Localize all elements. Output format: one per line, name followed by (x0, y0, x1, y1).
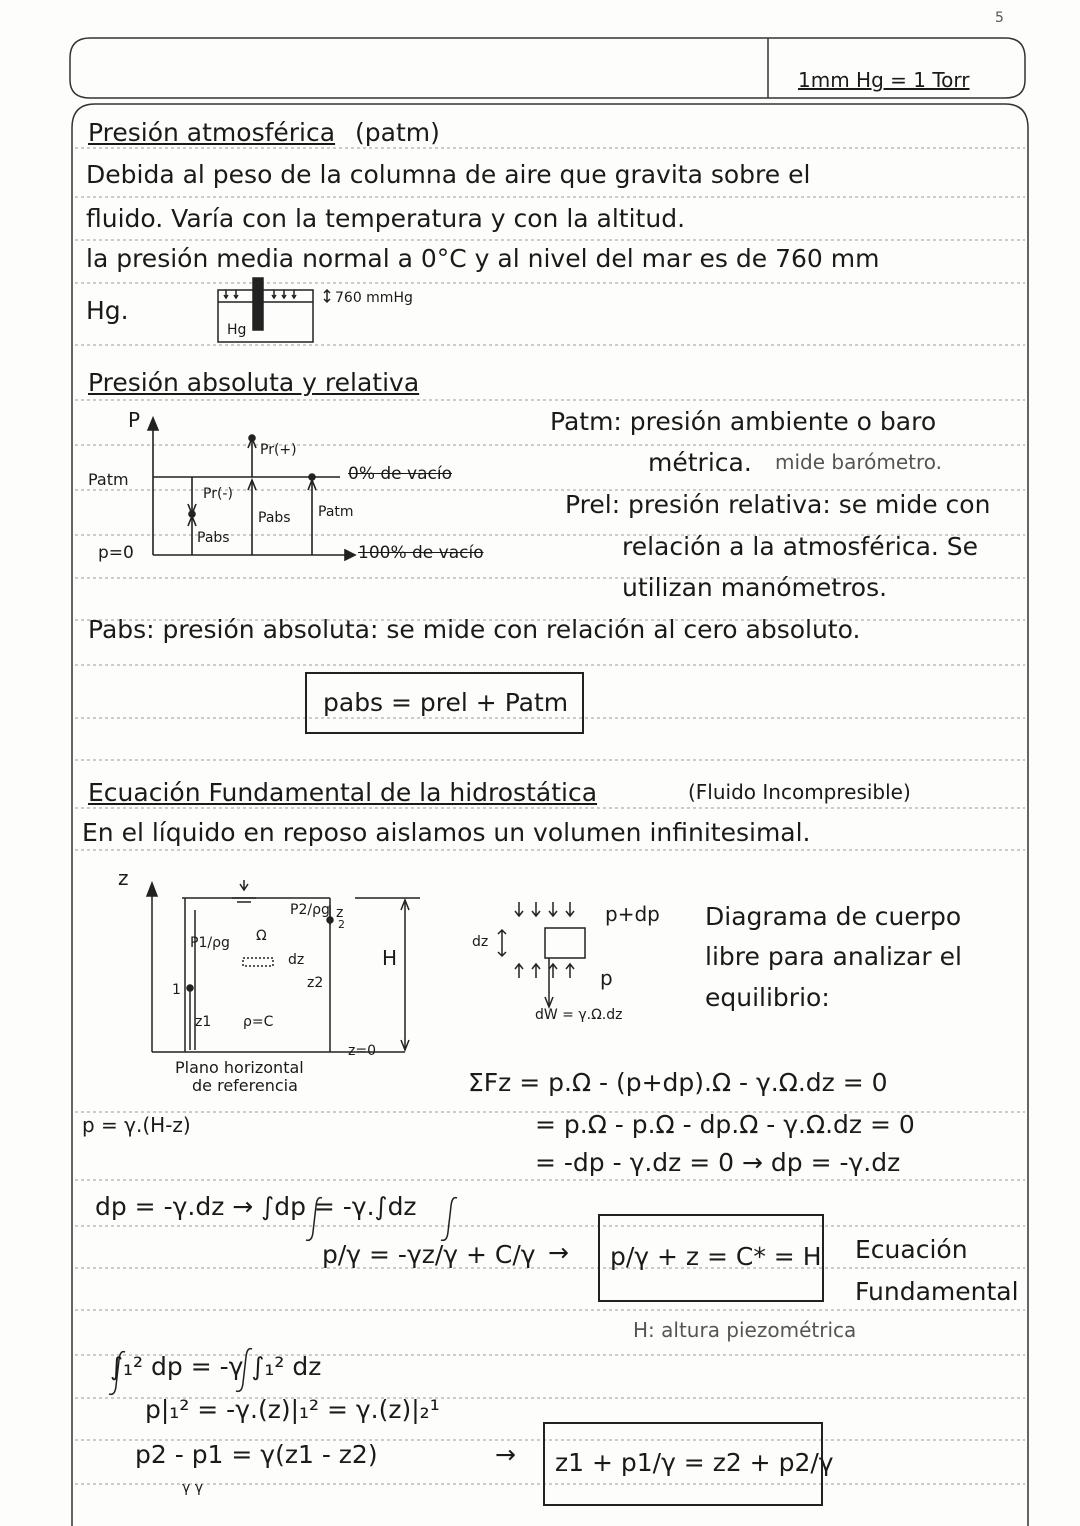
int-defined: ∫₁² dp = -γ ∫₁² dz (110, 1352, 322, 1381)
pabs-left-label: Pabs (197, 530, 230, 546)
final-eq: z1 + p1/γ = z2 + p2/γ (555, 1448, 834, 1477)
def-pabs: Pabs: presión absoluta: se mide con relación al cero absoluto. (88, 615, 861, 644)
hg-fluid-label: Hg (227, 322, 247, 338)
point-1-label: 1 (172, 982, 181, 998)
z1-label: z1 (195, 1014, 212, 1030)
atm-line-2: fluido. Varía con la temperatura y con la altitud. (86, 204, 686, 233)
dcl-line-2: libre para analizar el (705, 942, 962, 971)
hg-height-label: 760 mmHg (335, 290, 413, 306)
hydro-intro: En el líquido en reposo aislamos un volumen infinitesimal. (82, 818, 811, 847)
def-patm-2b: mide barómetro. (775, 450, 943, 474)
vacio-0-label: 0% de vacío (348, 464, 452, 484)
pr-minus-label: Pr(-) (203, 486, 233, 502)
p1-rho-g-label: P1/ρg (190, 935, 230, 951)
z-right-label: z (336, 905, 344, 921)
element-side-label: dz (472, 934, 489, 950)
pabs-mid-label: Pabs (258, 510, 291, 526)
pabs-formula: pabs = prel + Patm (323, 688, 569, 717)
sum-line-3: = -dp - γ.dz = 0 → dp = -γ.dz (535, 1148, 901, 1177)
atm-line-3: la presión media normal a 0°C y al nivel del mar es de 760 mm (86, 244, 880, 273)
hydro-title: Ecuación Fundamental de la hidrostática (88, 778, 598, 807)
omega-label: Ω (256, 928, 267, 944)
dcl-line-3: equilibrio: (705, 983, 830, 1012)
axis-p-label: P (128, 408, 141, 432)
def-prel-2: relación a la atmosférica. Se (622, 532, 979, 561)
absrel-diagram (148, 418, 355, 560)
z0-label: z=0 (348, 1043, 376, 1059)
diff-line: p2 - p1 = γ(z1 - z2) (135, 1440, 378, 1469)
page-number: 5 (995, 10, 1004, 26)
element-bottom-label: p (600, 966, 613, 990)
p-gamma-formula: p = γ.(H-z) (82, 1113, 191, 1137)
sum-line-1: ΣFz = p.Ω - (p+dp).Ω - γ.Ω.dz = 0 (468, 1068, 888, 1097)
hydro-diagram (147, 880, 420, 1052)
pr-plus-label: Pr(+) (260, 442, 297, 458)
def-prel-1: Prel: presión relativa: se mide con (565, 490, 991, 519)
hydro-title-note: (Fluido Incompresible) (688, 780, 911, 804)
plane-label-2: de referencia (192, 1076, 298, 1095)
arrow-2: → (495, 1440, 516, 1469)
point-2-label: 2 (338, 918, 345, 931)
sum-line-2: = p.Ω - p.Ω - dp.Ω - γ.Ω.dz = 0 (535, 1110, 915, 1139)
fundamental-eq: p/γ + z = C* = H (610, 1242, 822, 1271)
element-top-label: p+dp (605, 902, 660, 926)
def-prel-3: utilizan manómetros. (622, 573, 888, 602)
absrel-title: Presión absoluta y relativa (88, 368, 420, 397)
vacio-100-label: 100% de vacío (358, 543, 484, 563)
eq-label-2: Fundamental (855, 1277, 1019, 1306)
def-patm-1: Patm: presión ambiente o baro (550, 407, 937, 436)
fundamental-eq-box (598, 1214, 824, 1302)
z2-label: z2 (307, 975, 324, 991)
element-diagram (498, 902, 585, 1007)
element-weight-label: dW = γ.Ω.dz (535, 1007, 623, 1023)
p-zero-label: p=0 (98, 543, 134, 563)
atm-hg-unit: Hg. (86, 296, 129, 325)
eval-line: p|₁² = -γ.(z)|₁² = γ.(z)|₂¹ (145, 1395, 440, 1424)
patm-arrow-label: Patm (318, 504, 354, 520)
plane-label-1: Plano horizontal (175, 1058, 304, 1077)
patm-level-label: Patm (88, 470, 129, 489)
integral-line: dp = -γ.dz → ∫dp = -γ.∫dz (95, 1192, 417, 1221)
p-over-gamma: p/γ = -γz/γ + C/γ (322, 1240, 536, 1269)
atm-line-1: Debida al peso de la columna de aire que gravita sobre el (86, 160, 811, 189)
pabs-formula-box (305, 672, 584, 734)
h-note: H: altura piezométrica (633, 1318, 857, 1342)
dcl-line-1: Diagrama de cuerpo (705, 902, 962, 931)
atm-title-suffix: (patm) (355, 118, 440, 147)
z-axis-label: z (118, 866, 129, 890)
def-patm-2: métrica. (648, 448, 752, 477)
dz-label: dz (288, 952, 305, 968)
final-eq-box (543, 1422, 834, 1506)
torr-note: 1mm Hg = 1 Torr (798, 68, 970, 92)
p2-rho-g-label: P2/ρg (290, 902, 330, 918)
h-label: H (382, 946, 398, 970)
rho-c-label: ρ=C (243, 1014, 274, 1030)
diff-denominators: γ γ (182, 1480, 204, 1496)
arrow-1: → (548, 1238, 569, 1267)
eq-label-1: Ecuación (855, 1235, 968, 1264)
atm-title: Presión atmosférica (88, 118, 336, 147)
